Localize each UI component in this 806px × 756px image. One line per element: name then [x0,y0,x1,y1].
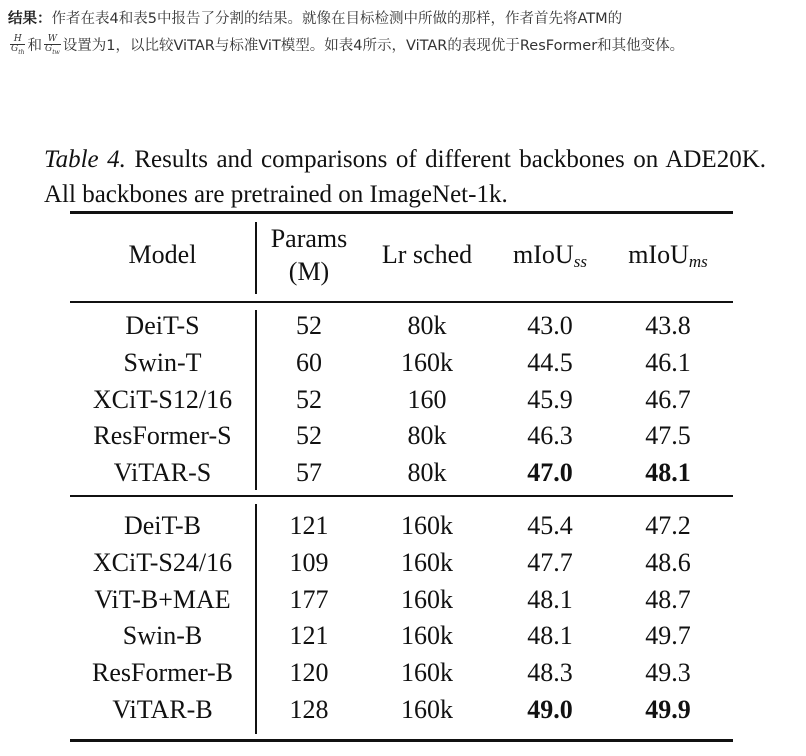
cell-params: 120 [289,658,329,688]
cell-miou-ms: 47.5 [645,421,691,451]
table-caption [44,142,766,212]
cell-lr-sched: 80k [407,458,447,488]
cell-params: 121 [289,511,329,540]
cell-params: 128 [289,695,329,724]
cell-miou-ms: 46.7 [645,384,691,414]
cell-miou-ms: 46.1 [645,347,691,377]
table-column-separator [255,310,257,490]
cell-params: 121 [289,621,329,651]
cell-miou-ss: 44.5 [527,347,573,377]
cell-miou-ms: 48.6 [645,547,691,577]
cell-miou-ms: 49.3 [645,658,691,688]
table-caption-label: Table 4. [44,146,126,173]
table-column-separator [255,504,257,734]
cell-miou-ss: 48.1 [527,584,573,614]
cell-model: XCiT-S12/16 [92,384,233,414]
cell-model: ViT-B+MAE [94,584,231,614]
fraction-h-over-gth: $\frac{H}{G_{th}}$ [11,34,25,56]
cell-model: ViTAR-B [112,695,213,724]
cell-miou-ss: 45.4 [527,511,573,540]
intro-line-1: 作者在表4和表5中报告了分割的结果。就像在目标检测中所做的那样，作者首先将ATM的 [51,11,623,27]
cell-miou-ms: 48.1 [645,458,691,488]
cell-miou-ss: 47.0 [527,458,573,488]
cell-lr-sched: 160k [401,547,453,577]
cell-model: DeiT-B [123,511,202,540]
cell-miou-ss: 46.3 [527,421,573,451]
table-header-rule [70,301,733,303]
cell-miou-ms: 47.2 [645,511,691,540]
intro-paragraph [8,6,798,60]
table-caption-text: Results and comparisons of different backbones on ADE20K. All backbones are pretrained on ImageNet-1k. [44,146,767,208]
cell-lr-sched: 160k [401,511,453,540]
cell-model: ResFormer-S [93,421,232,451]
header-miou-ms: mIoU$_{ms}$ [628,240,708,271]
cell-miou-ms: 49.7 [645,621,691,651]
cell-lr-sched: 160 [407,384,447,414]
table-bottom-rule [70,739,733,742]
cell-miou-ms: 49.9 [645,695,691,724]
cell-lr-sched: 80k [407,421,447,451]
cell-lr-sched: 160k [401,621,453,651]
table-group-rule [70,495,733,497]
cell-miou-ss: 48.3 [527,658,573,688]
cell-model: Swin-T [123,347,202,377]
table-column-separator [255,222,257,294]
cell-params: 109 [289,547,329,577]
cell-miou-ss: 43.0 [527,311,573,340]
cell-params: 177 [289,584,329,614]
cell-model: ResFormer-B [91,658,234,688]
header-miou-ss: mIoU$_{ss}$ [513,240,587,271]
cell-params: 52 [296,311,322,340]
header-lr-sched: Lr sched [381,240,473,269]
cell-params: 52 [296,421,322,451]
cell-model: DeiT-S [125,311,200,340]
cell-miou-ss: 45.9 [527,384,573,414]
cell-lr-sched: 160k [401,347,453,377]
cell-lr-sched: 80k [407,311,447,340]
cell-miou-ms: 43.8 [645,311,691,340]
cell-model: XCiT-S24/16 [92,547,233,577]
header-params: Params (M) [270,224,348,286]
cell-lr-sched: 160k [401,695,453,724]
table-top-rule [70,211,733,214]
cell-model: Swin-B [122,621,203,651]
intro-conjunction: 和 [27,38,42,54]
cell-params: 57 [296,458,322,488]
cell-miou-ss: 47.7 [527,547,573,577]
results-lead: 结果： [8,11,52,27]
cell-miou-ss: 48.1 [527,621,573,651]
cell-miou-ms: 48.7 [645,584,691,614]
cell-miou-ss: 49.0 [527,695,573,724]
intro-line-2: 设置为1，以比较ViTAR与标准ViT模型。如表4所示，ViTAR的表现优于ResFormer和其他变体。 [62,38,685,54]
header-model: Model [128,240,197,269]
cell-lr-sched: 160k [401,658,453,688]
cell-model: ViTAR-S [113,458,212,488]
cell-params: 60 [296,347,322,377]
fraction-w-over-gtw: $\frac{W}{G_{tw}}$ [44,34,60,56]
cell-params: 52 [296,384,322,414]
cell-lr-sched: 160k [401,584,453,614]
